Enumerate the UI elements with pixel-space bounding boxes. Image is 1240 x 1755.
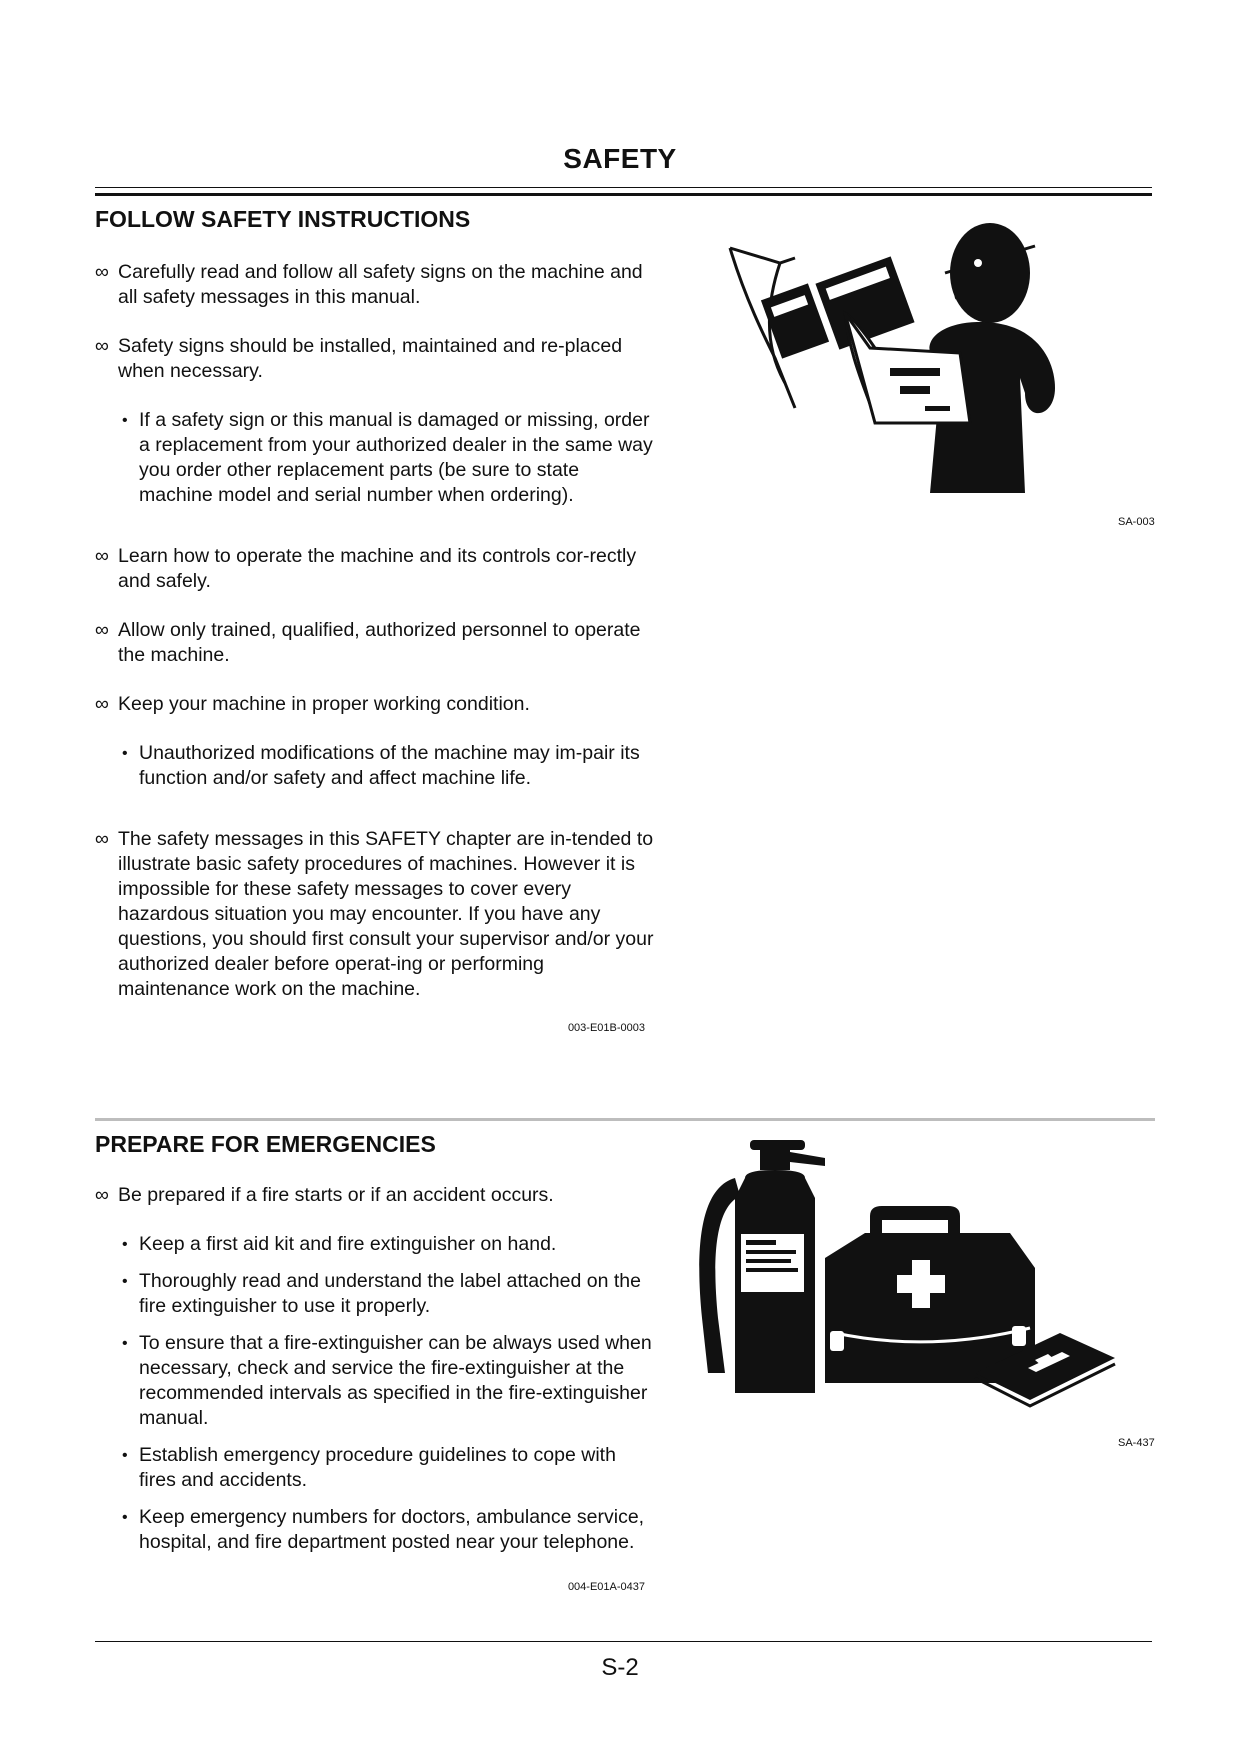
list-item [95,618,655,668]
sub-item-text: Keep emergency numbers for doctors, ambulance service, hospital, and fire department posted near your telephone. [139,1506,645,1553]
bullet-symbol: ∞ [95,261,109,283]
list-item [95,692,655,717]
bullet-symbol: ∞ [95,335,109,357]
sub-list-item [95,1443,655,1493]
sub-item-text: Thoroughly read and understand the label attached on the fire extinguisher to use it properly. [139,1270,641,1317]
sub-bullet-symbol: • [122,745,128,762]
section-body-emergencies [95,1183,655,1600]
document-code: 004-E01A-0437 [567,1581,645,1593]
page-number: S-2 [601,1654,639,1681]
list-item [95,260,655,310]
section-divider [95,1118,1155,1121]
footer-rule [95,1641,1152,1642]
figure-code: SA-003 [1118,516,1155,528]
figure-code: SA-437 [1118,1437,1155,1449]
list-item [95,827,655,1002]
item-text: Be prepared if a fire starts or if an accident occurs. [118,1184,554,1206]
section-body-follow-safety [95,260,655,1041]
sub-list-item [95,1505,655,1555]
sub-bullet-symbol: • [122,412,128,429]
list-item [95,334,655,384]
sub-bullet-symbol: • [122,1236,128,1253]
first-aid-kit-icon [825,1206,1035,1383]
item-text: Keep your machine in proper working condition. [118,693,530,715]
sub-item-text: Establish emergency procedure guidelines to cope with fires and accidents. [139,1444,616,1491]
sub-item-text: If a safety sign or this manual is damaged or missing, order a replacement from your authorized dealer in the same way you order other replacement parts (be sure to state machine model and serial number when ordering). [139,409,653,506]
sub-item-text: Unauthorized modifications of the machine may im-pair its function and/or safety and affect machine life. [139,742,640,789]
reading-manual-illustration [725,218,1115,508]
sub-list-item [95,408,655,508]
item-text: Carefully read and follow all safety signs on the machine and all safety messages in this manual. [118,261,643,308]
bullet-symbol: ∞ [95,1184,109,1206]
sub-bullet-symbol: • [122,1509,128,1526]
sub-list-item [95,1232,655,1257]
fire-extinguisher-icon [699,1140,825,1393]
sub-bullet-symbol: • [122,1273,128,1290]
sub-list-item [95,1331,655,1431]
item-text: The safety messages in this SAFETY chapter are in-tended to illustrate basic safety procedures of machines. However it is impossible for these safety messages to cover every hazardous situation you may encounter. If you have any questions, you should first consult your supervisor and/or your authorized dealer before operat-ing or performing maintenance work on the machine. [118,828,654,1000]
page-title: SAFETY [563,143,677,174]
section-heading-emergencies: PREPARE FOR EMERGENCIES [95,1131,436,1157]
item-text: Learn how to operate the machine and its controls cor-rectly and safely. [118,545,637,592]
bullet-symbol: ∞ [95,828,109,850]
item-text: Allow only trained, qualified, authorized personnel to operate the machine. [118,619,641,666]
sub-item-text: Keep a first aid kit and fire extinguisher on hand. [139,1233,557,1255]
emergency-kit-illustration [690,1138,1130,1408]
list-item [95,544,655,594]
sub-list-item [95,741,655,791]
item-text: Safety signs should be installed, maintained and re-placed when necessary. [118,335,623,382]
sub-list-item [95,1269,655,1319]
list-item [95,1183,655,1208]
bullet-symbol: ∞ [95,545,109,567]
section-heading-follow-safety: FOLLOW SAFETY INSTRUCTIONS [95,206,471,232]
bullet-symbol: ∞ [95,619,109,641]
sub-bullet-symbol: • [122,1447,128,1464]
document-code: 003-E01B-0003 [567,1022,645,1034]
title-rule [95,187,1152,196]
bullet-symbol: ∞ [95,693,109,715]
sub-item-text: To ensure that a fire-extinguisher can be always used when necessary, check and service the fire-extinguisher at the recommended intervals as specified in the fire-extinguisher manual. [139,1332,652,1429]
sub-bullet-symbol: • [122,1335,128,1352]
